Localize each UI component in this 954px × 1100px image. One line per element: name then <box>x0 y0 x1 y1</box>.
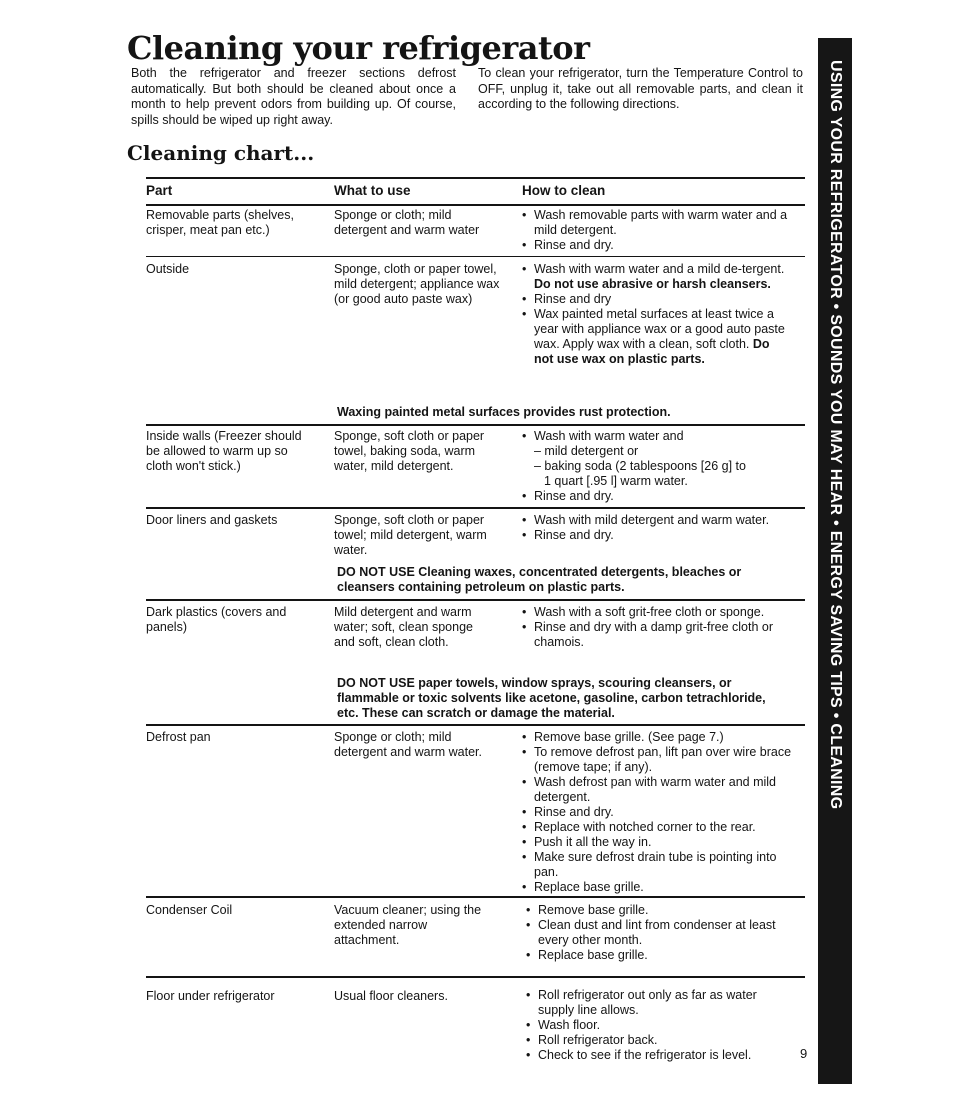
cell-part: Inside walls (Freezer should be allowed to warm up so cloth won't stick.) <box>146 429 302 473</box>
list-item: • Remove base grille. (See page 7.) <box>522 730 792 745</box>
header-what-to-use: What to use <box>334 183 411 198</box>
header-how-to-clean: How to clean <box>522 183 606 198</box>
row-divider <box>146 599 805 601</box>
cell-part: Condenser Coil <box>146 903 233 917</box>
cell-part: Removable parts (shelves, crisper, meat pan etc.) <box>146 208 294 237</box>
cell-what-to-use: Sponge, cloth or paper towel, mild detergent; appliance wax (or good auto paste wax) <box>334 262 500 306</box>
cell-part: Dark plastics (covers and panels) <box>146 605 287 634</box>
row-divider <box>146 507 805 509</box>
list-item: • Wash with mild detergent and warm water. <box>522 513 792 528</box>
list-item: • Replace with notched corner to the rear. <box>522 820 792 835</box>
list-item: • Rinse and dry with a damp grit-free cloth or chamois. <box>522 620 782 650</box>
cell-what-to-use: Sponge, soft cloth or paper towel; mild detergent, warm water. <box>334 513 487 557</box>
cell-what-to-use: Usual floor cleaners. <box>334 989 448 1003</box>
intro-right-paragraph: To clean your refrigerator, turn the Temperature Control to OFF, unplug it, take out all removable parts, and clean it according to the following directions. <box>478 66 803 111</box>
item-warning: Do not use wax on plastic parts. <box>534 337 770 366</box>
cell-part: Door liners and gaskets <box>146 513 278 527</box>
row-note: DO NOT USE Cleaning waxes, concentrated detergents, bleaches or cleansers containing petroleum on plastic parts. <box>337 565 742 594</box>
cell-part: Floor under refrigerator <box>146 989 275 1003</box>
row-divider <box>146 424 805 426</box>
cell-how-to-clean <box>526 988 788 1063</box>
list-item: • Remove base grille. <box>526 903 786 918</box>
item-text: Wash with warm water and a mild de-tergent. <box>534 262 785 276</box>
header-rule <box>146 204 805 206</box>
row-divider <box>146 256 805 257</box>
list-item <box>522 262 792 292</box>
row-divider <box>146 896 805 898</box>
cell-what-to-use: Sponge, soft cloth or paper towel, baking soda, warm water, mild detergent. <box>334 429 485 473</box>
cell-part: Outside <box>146 262 190 276</box>
cell-how-to-clean <box>522 208 792 253</box>
cell-what-to-use: Sponge or cloth; mild detergent and warm water. <box>334 730 482 759</box>
row-divider <box>146 724 805 726</box>
list-item: • Replace base grille. <box>526 948 786 963</box>
list-subitem: 1 quart [.95 l] warm water. <box>544 474 688 488</box>
list-item: • Rinse and dry <box>522 292 792 307</box>
page-number: 9 <box>800 1046 808 1061</box>
list-item: • Replace base grille. <box>522 880 792 895</box>
sidebar-tab-label: USING YOUR REFRIGERATOR • SOUNDS YOU MAY HEAR • ENERGY SAVING TIPS • CLEANING <box>827 60 844 810</box>
list-item: • Rinse and dry. <box>522 805 792 820</box>
cell-how-to-clean <box>522 513 792 543</box>
list-item: • Wash with warm water and <box>522 429 792 444</box>
list-item: • Rinse and dry. <box>522 528 792 543</box>
cell-how-to-clean <box>522 730 792 895</box>
page-title: Cleaning your refrigerator <box>127 29 590 67</box>
cell-how-to-clean <box>522 605 782 650</box>
cell-how-to-clean <box>522 262 792 367</box>
list-item: • Roll refrigerator back. <box>526 1033 788 1048</box>
cell-what-to-use: Mild detergent and warm water; soft, clean sponge and soft, clean cloth. <box>334 605 473 649</box>
list-item: • Wash removable parts with warm water and a mild detergent. <box>522 208 792 238</box>
sidebar-tab-label-container <box>818 38 852 1084</box>
list-subitem: – baking soda (2 tablespoons [26 g] to <box>534 459 746 473</box>
list-item: • Check to see if the refrigerator is level. <box>526 1048 788 1063</box>
list-item: • Wash floor. <box>526 1018 788 1033</box>
header-part: Part <box>146 183 173 198</box>
cell-how-to-clean <box>526 903 786 963</box>
list-item: • Roll refrigerator out only as far as water supply line allows. <box>526 988 788 1018</box>
cell-what-to-use: Vacuum cleaner; using the extended narrow attachment. <box>334 903 482 947</box>
row-divider <box>146 976 805 978</box>
intro-left-paragraph: Both the refrigerator and freezer sections defrost automatically. But both should be cleaned about once a month to help prevent odors from building up. Of course, spills should be wiped up right away. <box>131 66 456 127</box>
row-note: Waxing painted metal surfaces provides rust protection. <box>337 405 671 419</box>
list-item: • Wash with a soft grit-free cloth or sponge. <box>522 605 782 620</box>
list-item: • Rinse and dry. <box>522 238 792 253</box>
cell-how-to-clean <box>522 429 792 504</box>
chart-top-rule <box>146 177 805 179</box>
list-item: • Clean dust and lint from condenser at least every other month. <box>526 918 786 948</box>
item-warning: Do not use abrasive or harsh cleansers. <box>534 277 771 291</box>
list-item <box>522 307 792 367</box>
list-item: • Make sure defrost drain tube is pointing into pan. <box>522 850 792 880</box>
row-note: DO NOT USE paper towels, window sprays, scouring cleansers, or flammable or toxic solvents like acetone, gasoline, carbon tetrachloride, etc. These can scratch or damage the material. <box>337 676 766 720</box>
section-subtitle: Cleaning chart... <box>127 141 315 165</box>
item-text: Wax painted metal surfaces at least twice a year with appliance wax or a good auto paste wax. Apply wax with a clean, soft cloth. <box>534 307 785 351</box>
list-item: • Rinse and dry. <box>522 489 792 504</box>
list-item: • Wash defrost pan with warm water and mild detergent. <box>522 775 792 805</box>
list-subitem: – mild detergent or <box>534 444 639 458</box>
cell-part: Defrost pan <box>146 730 211 744</box>
list-item: • Push it all the way in. <box>522 835 792 850</box>
list-item: • To remove defrost pan, lift pan over wire brace (remove tape; if any). <box>522 745 792 775</box>
cell-what-to-use: Sponge or cloth; mild detergent and warm water <box>334 208 480 237</box>
